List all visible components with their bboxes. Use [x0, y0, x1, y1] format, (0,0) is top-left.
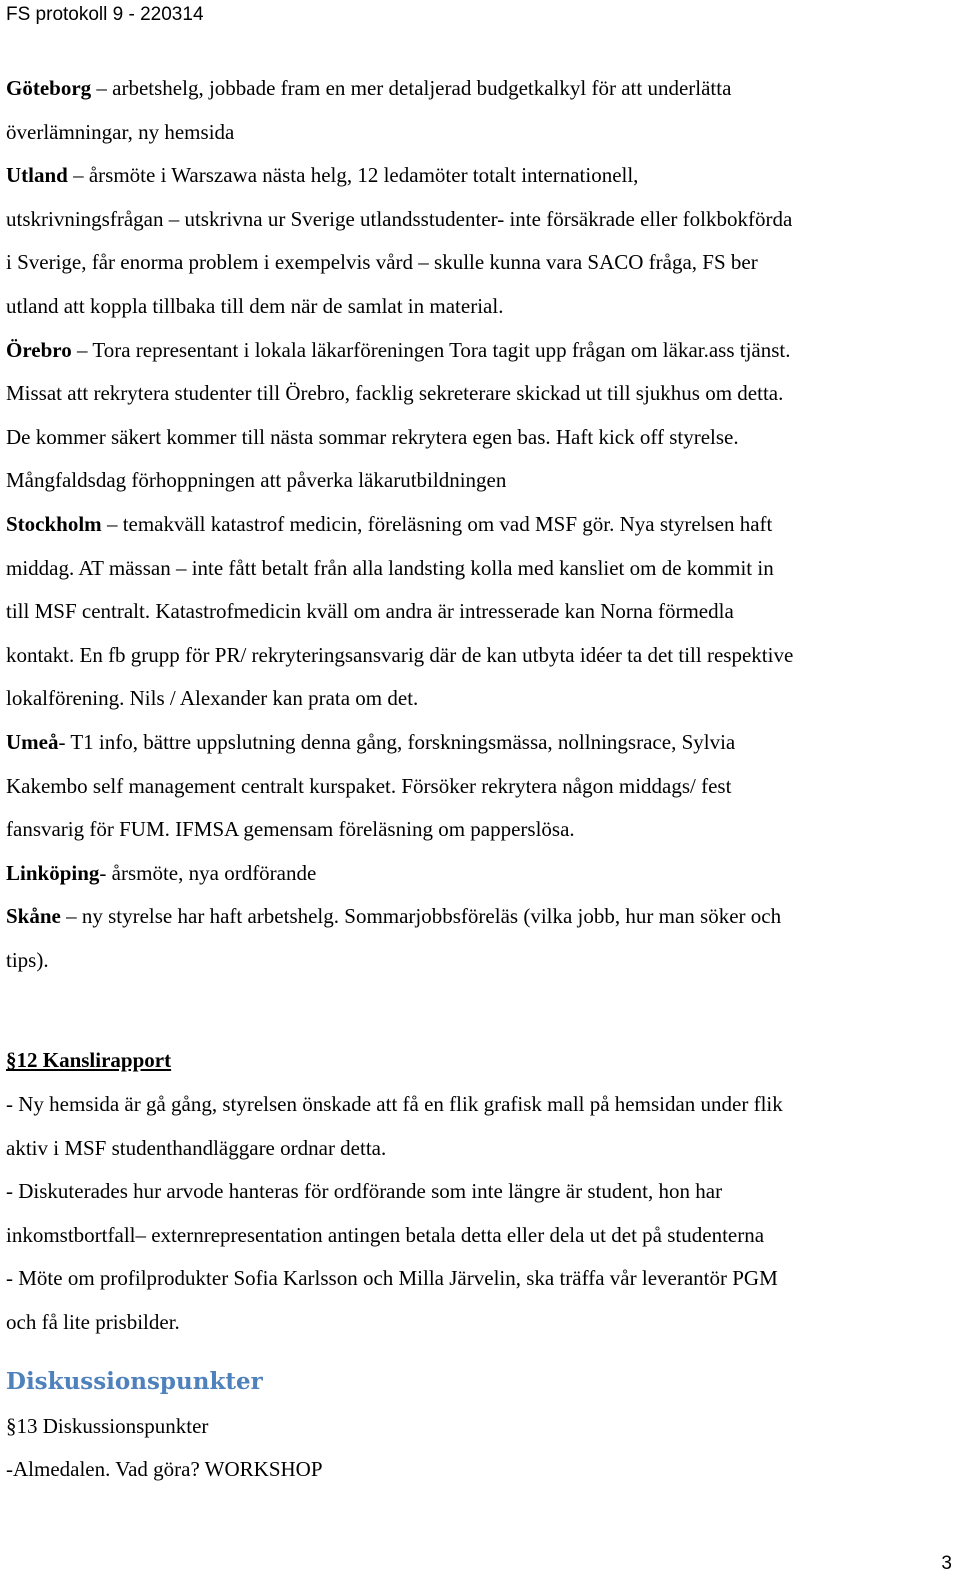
heading-spacer [6, 1345, 946, 1359]
page-number: 3 [941, 1553, 952, 1574]
discussion-line-2: -Almedalen. Vad göra? WORKSHOP [6, 1457, 323, 1482]
stockholm-text-1: – temakväll katastrof medicin, föreläsning om vad MSF gör. Nya styrelsen haft [101, 511, 773, 536]
linkoping-label: Linköping [6, 860, 100, 885]
stockholm-line-1 [6, 503, 946, 547]
linkoping-text-1: - årsmöte, nya ordförande [99, 860, 317, 885]
document-body [6, 67, 946, 1492]
goteborg-line-1 [6, 67, 946, 111]
umea-line-3: fansvarig för FUM. IFMSA gemensam föreläsning om papperslösa. [6, 817, 575, 842]
orebro-label: Örebro [6, 337, 72, 362]
section-12-line-6: och få lite prisbilder. [6, 1310, 180, 1335]
section-spacer [6, 982, 946, 1039]
orebro-line-1 [6, 329, 946, 373]
utland-label: Utland [6, 163, 68, 188]
section-12-line-3: - Diskuterades hur arvode hanteras för ordförande som inte längre är student, hon har [6, 1179, 723, 1204]
discussion-heading: Diskussionspunkter [6, 1367, 263, 1395]
utland-line-3: i Sverige, får enorma problem i exempelvis vård – skulle kunna vara SACO fråga, FS ber [6, 250, 758, 275]
orebro-line-2: Missat att rekrytera studenter till Örebro, facklig sekreterare skickad ut till sjukhus om detta. [6, 381, 784, 406]
umea-line-1 [6, 721, 946, 765]
stockholm-label: Stockholm [6, 511, 102, 536]
utland-line-4: utland att koppla tillbaka till dem när de samlat in material. [6, 293, 504, 318]
stockholm-line-5: lokalförening. Nils / Alexander kan prata om det. [6, 686, 419, 711]
goteborg-label: Göteborg [6, 76, 92, 100]
stockholm-line-4: kontakt. En fb grupp för PR/ rekryteringsansvarig där de kan utbyta idéer ta det till respektive [6, 642, 794, 667]
stockholm-line-3: till MSF centralt. Katastrofmedicin kväll om andra är intresserade kan Norna förmedla [6, 599, 734, 624]
section-12-heading [6, 1039, 946, 1083]
skane-line-2: tips). [6, 947, 49, 972]
stockholm-line-2: middag. AT mässan – inte fått betalt från alla landsting kolla med kansliet om de kommit in [6, 555, 774, 580]
orebro-text-1: – Tora representant i lokala läkarföreningen Tora tagit upp frågan om läkar.ass tjänst. [71, 337, 791, 362]
orebro-line-4: Mångfaldsdag förhoppningen att påverka läkarutbildningen [6, 468, 507, 493]
skane-line-1 [6, 895, 946, 939]
discussion-line-1: §13 Diskussionspunkter [6, 1413, 209, 1438]
goteborg-text-1: – arbetshelg, jobbade fram en mer detaljerad budgetkalkyl för att underlätta [91, 76, 732, 100]
linkoping-line-1 [6, 852, 946, 896]
umea-text-1: - T1 info, bättre uppslutning denna gång, forskningsmässa, nollningsrace, Sylvia [58, 729, 736, 754]
utland-line-1 [6, 154, 946, 198]
page-header-title: FS protokoll 9 - 220314 [6, 4, 204, 25]
orebro-line-3: De kommer säkert kommer till nästa sommar rekrytera egen bas. Haft kick off styrelse. [6, 424, 739, 449]
section-12-heading-text: §12 Kanslirapport [6, 1048, 172, 1073]
goteborg-line-2: överlämningar, ny hemsida [6, 119, 235, 144]
section-12-line-4: inkomstbortfall– externrepresentation antingen betala detta eller dela ut det på studenterna [6, 1222, 765, 1247]
section-12-line-1: - Ny hemsida är gå gång, styrelsen önskade att få en flik grafisk mall på hemsidan under flik [6, 1092, 783, 1117]
umea-line-2: Kakembo self management centralt kurspaket. Försöker rekrytera någon middags/ fest [6, 773, 732, 798]
utland-line-2: utskrivningsfrågan – utskrivna ur Sverige utlandsstudenter- inte försäkrade eller folkbokförda [6, 206, 793, 231]
umea-label: Umeå [6, 729, 59, 754]
section-12-line-2: aktiv i MSF studenthandläggare ordnar detta. [6, 1135, 387, 1160]
section-12-line-5: - Möte om profilprodukter Sofia Karlsson och Milla Järvelin, ska träffa vår leverantör PGM [6, 1266, 778, 1291]
skane-text-1: – ny styrelse har haft arbetshelg. Sommarjobbsföreläs (vilka jobb, hur man söker och [60, 904, 782, 929]
skane-label: Skåne [6, 904, 61, 929]
utland-text-1: – årsmöte i Warszawa nästa helg, 12 ledamöter totalt internationell, [67, 163, 639, 188]
